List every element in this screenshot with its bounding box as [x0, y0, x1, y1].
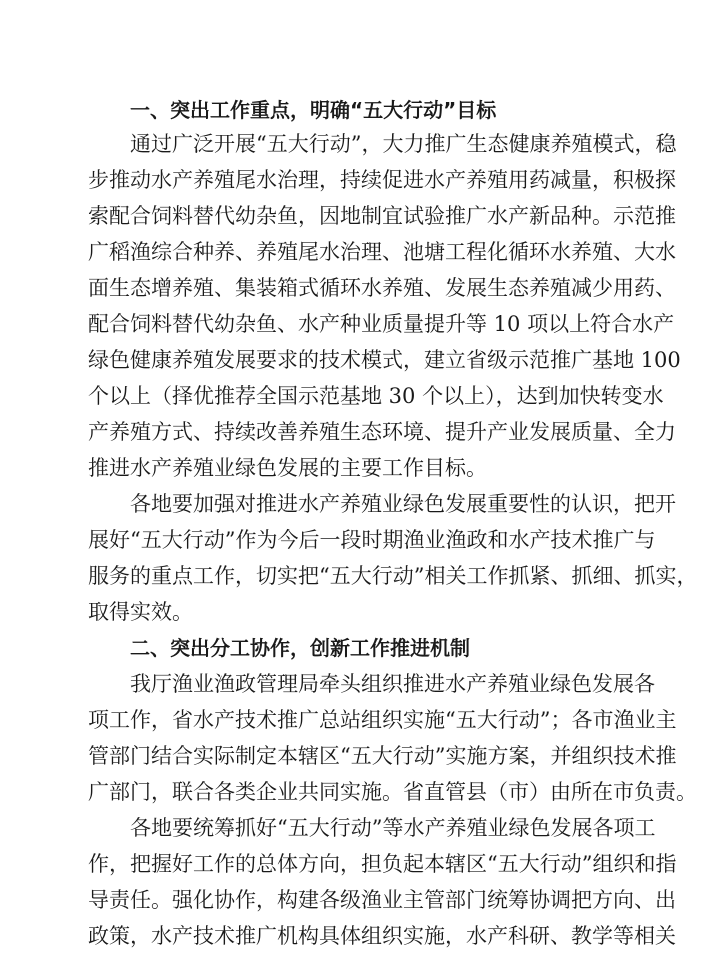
section-heading-1: 一、突出工作重点，明确“五大行动”目标 [130, 98, 497, 122]
paragraph-3-line-1: 我厅渔业渔政管理局牵头组织推进水产养殖业绿色发展各 [130, 672, 655, 696]
paragraph-1-line-7: 绿色健康养殖发展要求的技术模式，建立省级示范推广基地 100 [88, 348, 681, 372]
paragraph-1-line-3: 索配合饲料替代幼杂鱼，因地制宜试验推广水产新品种。示范推 [88, 204, 676, 228]
paragraph-1-line-6: 配合饲料替代幼杂鱼、水产种业质量提升等 10 项以上符合水产 [88, 312, 675, 336]
paragraph-2-line-4: 取得实效。 [88, 600, 193, 624]
paragraph-4-line-3: 导责任。强化协作，构建各级渔业主管部门统筹协调把方向、出 [88, 888, 676, 912]
paragraph-4-line-1: 各地要统筹抓好“五大行动”等水产养殖业绿色发展各项工 [130, 816, 656, 840]
section-heading-2: 二、突出分工协作，创新工作推进机制 [130, 636, 470, 660]
paragraph-4-line-2: 作，把握好工作的总体方向，担负起本辖区“五大行动”组织和指 [88, 852, 677, 876]
paragraph-1-line-1: 通过广泛开展“五大行动”，大力推广生态健康养殖模式，稳 [130, 132, 677, 156]
paragraph-2-line-2: 展好“五大行动”作为今后一段时期渔业渔政和水产技术推广与 [88, 528, 656, 552]
paragraph-1-line-8: 个以上（择优推荐全国示范基地 30 个以上），达到加快转变水 [88, 384, 664, 408]
paragraph-2-line-1: 各地要加强对推进水产养殖业绿色发展重要性的认识，把开 [130, 492, 676, 516]
paragraph-1-line-10: 推进水产养殖业绿色发展的主要工作目标。 [88, 456, 487, 480]
paragraph-1-line-5: 面生态增养殖、集装箱式循环水养殖、发展生态养殖减少用药、 [88, 276, 676, 300]
paragraph-1-line-2: 步推动水产养殖尾水治理，持续促进水产养殖用药减量，积极探 [88, 168, 676, 192]
paragraph-4-line-4: 政策，水产技术推广机构具体组织实施，水产科研、教学等相关 [88, 924, 676, 948]
paragraph-3-line-2: 项工作，省水产技术推广总站组织实施“五大行动”；各市渔业主 [88, 708, 677, 732]
paragraph-3-line-3: 管部门结合实际制定本辖区“五大行动”实施方案，并组织技术推 [88, 744, 677, 768]
paragraph-1-line-9: 产养殖方式、持续改善养殖生态环境、提升产业发展质量、全力 [88, 420, 676, 444]
paragraph-2-line-3: 服务的重点工作，切实把“五大行动”相关工作抓紧、抓细、抓实， [88, 564, 698, 588]
paragraph-1-line-4: 广稻渔综合种养、养殖尾水治理、池塘工程化循环水养殖、大水 [88, 240, 676, 264]
paragraph-3-line-4: 广部门，联合各类企业共同实施。省直管县（市）由所在市负责。 [88, 780, 697, 804]
